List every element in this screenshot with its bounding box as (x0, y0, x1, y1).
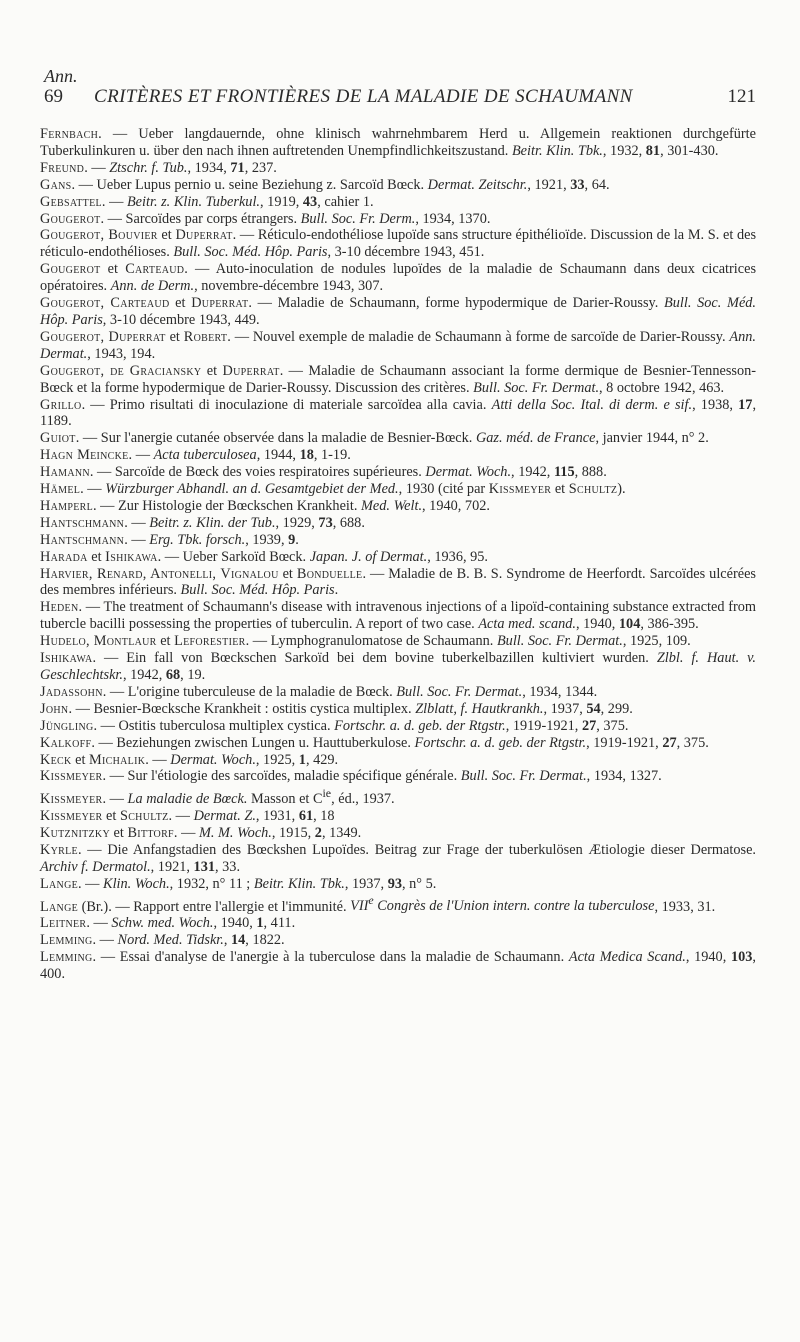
bibliography-entry: Guiot. — Sur l'anergie cutanée observée dans la maladie de Besnier-Bœck. Gaz. méd. de France, janvier 1944, n° 2. (40, 430, 709, 447)
bibliography-list (40, 126, 756, 983)
bibliography-entry: Leitner. — Schw. med. Woch., 1940, 1, 411. (40, 915, 296, 932)
bibliography-entry: Gougerot, Carteaud et Duperrat. — Maladie de Schaumann, forme hypodermique de Darier-Roussy. Bull. Soc. Méd. Hôp. Paris, 3-10 décembre 1943, 449. (40, 295, 757, 328)
bibliography-entry: Gougerot, de Graciansky et Duperrat. — Maladie de Schaumann associant la forme dermique de Besnier-Tennesson-Bœck et la forme hypodermique de Darier-Roussy. Discussion des critères. Bull. Soc. Fr. Dermat., 8 octobre 1942, 463. (40, 362, 756, 396)
page-number: 121 (727, 86, 756, 107)
bibliography-entry: Harvier, Renard, Antonelli, Vignalou et Bonduelle. — Maladie de B. B. S. Syndrome de Heerfordt. Sarcoïdes ulcérées des membres inférieurs. Bull. Soc. Méd. Hôp. Paris. (40, 565, 756, 599)
bibliography-entry: Gans. — Ueber Lupus pernio u. seine Beziehung z. Sarcoïd Bœck. Dermat. Zeitschr., 1921, 33, 64. (40, 176, 610, 193)
bibliography-entry: Lange. — Klin. Woch., 1932, n° 11 ; Beitr. Klin. Tbk., 1937, 93, n° 5. (40, 875, 437, 892)
bibliography-entry: Gebsattel. — Beitr. z. Klin. Tuberkul., 1919, 43, cahier 1. (40, 193, 374, 210)
bibliography-entry: Lemming. — Essai d'analyse de l'anergie à la tuberculose dans la maladie de Schaumann. Acta Medica Scand., 1940, 103, 400. (40, 949, 756, 982)
bibliography-entry: Keck et Michalik. — Dermat. Woch., 1925, 1, 429. (40, 751, 339, 768)
bibliography-entry: Heden. — The treatment of Schaumann's disease with intravenous injections of a lipoïd-containing substance extracted from tubercle bacilli possessing the properties of tuberculin. A report of two case. Acta med. scand., 1940, 104, 386-395. (40, 599, 756, 633)
running-title: CRITÈRES ET FRONTIÈRES DE LA MALADIE DE SCHAUMANN (94, 86, 633, 107)
bibliography-entry: Gougerot et Carteaud. — Auto-inoculation de nodules lupoïdes de la maladie de Schaumann dans deux cicatrices opératoires. Ann. de Derm., novembre-décembre 1943, 307. (40, 261, 757, 295)
bibliography-entry: Jüngling. — Ostitis tuberculosa multiplex cystica. Fortschr. a. d. geb. der Rtgstr., 1919-1921, 27, 375. (40, 717, 629, 734)
bibliography-entry: Hamperl. — Zur Histologie der Bœckschen Krankheit. Med. Welt., 1940, 702. (40, 497, 490, 514)
bibliography-entry: Kissmeyer et Schultz. — Dermat. Z., 1931, 61, 18 (40, 808, 335, 825)
bibliography-entry: Gougerot, Bouvier et Duperrat. — Réticulo-endothéliose lupoïde sans structure épithélioïde. Discussion de la M. S. et des réticulo-endothélioses. Bull. Soc. Méd. Hôp. Paris, 3-10 décembre 1943, 451. (40, 227, 757, 261)
bibliography-entry: Hantschmann. — Erg. Tbk. forsch., 1939, 9. (40, 531, 299, 548)
bibliography-entry: Lemming. — Nord. Med. Tidskr., 14, 1822. (40, 932, 285, 949)
bibliography-entry: Fernbach. — Ueber langdauernde, ohne klinisch wahrnehmbarem Herd u. Allgemein reaktionen durchgefürte Tuberkulinkuren u. über den nach ihnen auftretenden Unempfindlichkeitszustand. Beitr. Klin. Tbk., 1932, 81, 301-430. (40, 126, 756, 159)
bibliography-entry: Kutznitzky et Bittorf. — M. M. Woch., 1915, 2, 1349. (40, 824, 362, 841)
bibliography-entry: Kissmeyer. — Sur l'étiologie des sarcoïdes, maladie spécifique générale. Bull. Soc. Fr. Dermat., 1934, 1327. (40, 768, 662, 785)
running-header (44, 86, 756, 110)
bibliography-entry: Kissmeyer. — La maladie de Bœck. Masson et $C^{ie}$, éd., 1937. (40, 786, 395, 808)
journal-abbrev: Ann. (44, 66, 78, 86)
bibliography-entry: Jadassohn. — L'origine tuberculeuse de la maladie de Bœck. Bull. Soc. Fr. Dermat., 1934, 1344. (40, 683, 598, 700)
bibliography-entry: Lange (Br.). — Rapport entre l'allergie et l'immunité. VIIe Congrès de l'Union intern. contre la tuberculose, 1933, 31. (40, 893, 716, 915)
bibliography-entry: Freund. — Ztschr. f. Tub., 1934, 71, 237. (40, 159, 277, 176)
bibliography-entry: Kyrle. — Die Anfangstadien des Bœckshen Lupoïdes. Beitrag zur Frage der tuberkulösen Ætiologie dieser Dermatose. Archiv f. Dermatol., 1921, 131, 33. (40, 841, 756, 875)
volume-number: 69 (44, 86, 63, 107)
bibliography-entry: Hamann. — Sarcoïde de Bœck des voies respiratoires supérieures. Dermat. Woch., 1942, 115, 888. (40, 464, 607, 481)
bibliography-entry: Hämel. — Würzburger Abhandl. an d. Gesamtgebiet der Med., 1930 (cité par Kissmeyer et Schultz). (40, 481, 626, 498)
bibliography-entry: Gougerot, Duperrat et Robert. — Nouvel exemple de maladie de Schaumann à forme de sarcoïde de Darier-Roussy. Ann. Dermat., 1943, 194. (40, 328, 756, 362)
bibliography-entry: John. — Besnier-Bœcksche Krankheit : ostitis cystica multiplex. Zlblatt, f. Hautkrankh., 1937, 54, 299. (40, 700, 633, 717)
bibliography-entry: Ishikawa. — Ein fall von Bœckschen Sarkoïd bei dem bovine tuberkelbazillen kultiviert wurden. Zlbl. f. Haut. v. Geschlechtskr., 1942, 68, 19. (40, 650, 756, 683)
bibliography-entry: Hudelo, Montlaur et Leforestier. — Lymphogranulomatose de Schaumann. Bull. Soc. Fr. Dermat., 1925, 109. (40, 633, 691, 650)
bibliography-entry: Harada et Ishikawa. — Ueber Sarkoïd Bœck. Japan. J. of Dermat., 1936, 95. (40, 548, 488, 565)
bibliography-entry: Gougerot. — Sarcoïdes par corps étrangers. Bull. Soc. Fr. Derm., 1934, 1370. (40, 210, 491, 227)
bibliography-entry: Hagn Meincke. — Acta tuberculosea, 1944, 18, 1-19. (40, 447, 351, 464)
bibliography-entry: Hantschmann. — Beitr. z. Klin. der Tub., 1929, 73, 688. (40, 514, 365, 531)
bibliography-entry: Grillo. — Primo risultati di inoculazione di materiale sarcoïdea alla cavia. Atti della Soc. Ital. di derm. e sif., 1938, 17, 1189. (40, 396, 757, 430)
bibliography-entry: Kalkoff. — Beziehungen zwischen Lungen u. Hauttuberkulose. Fortschr. a. d. geb. der Rtgstr., 1919-1921, 27, 375. (40, 734, 709, 751)
